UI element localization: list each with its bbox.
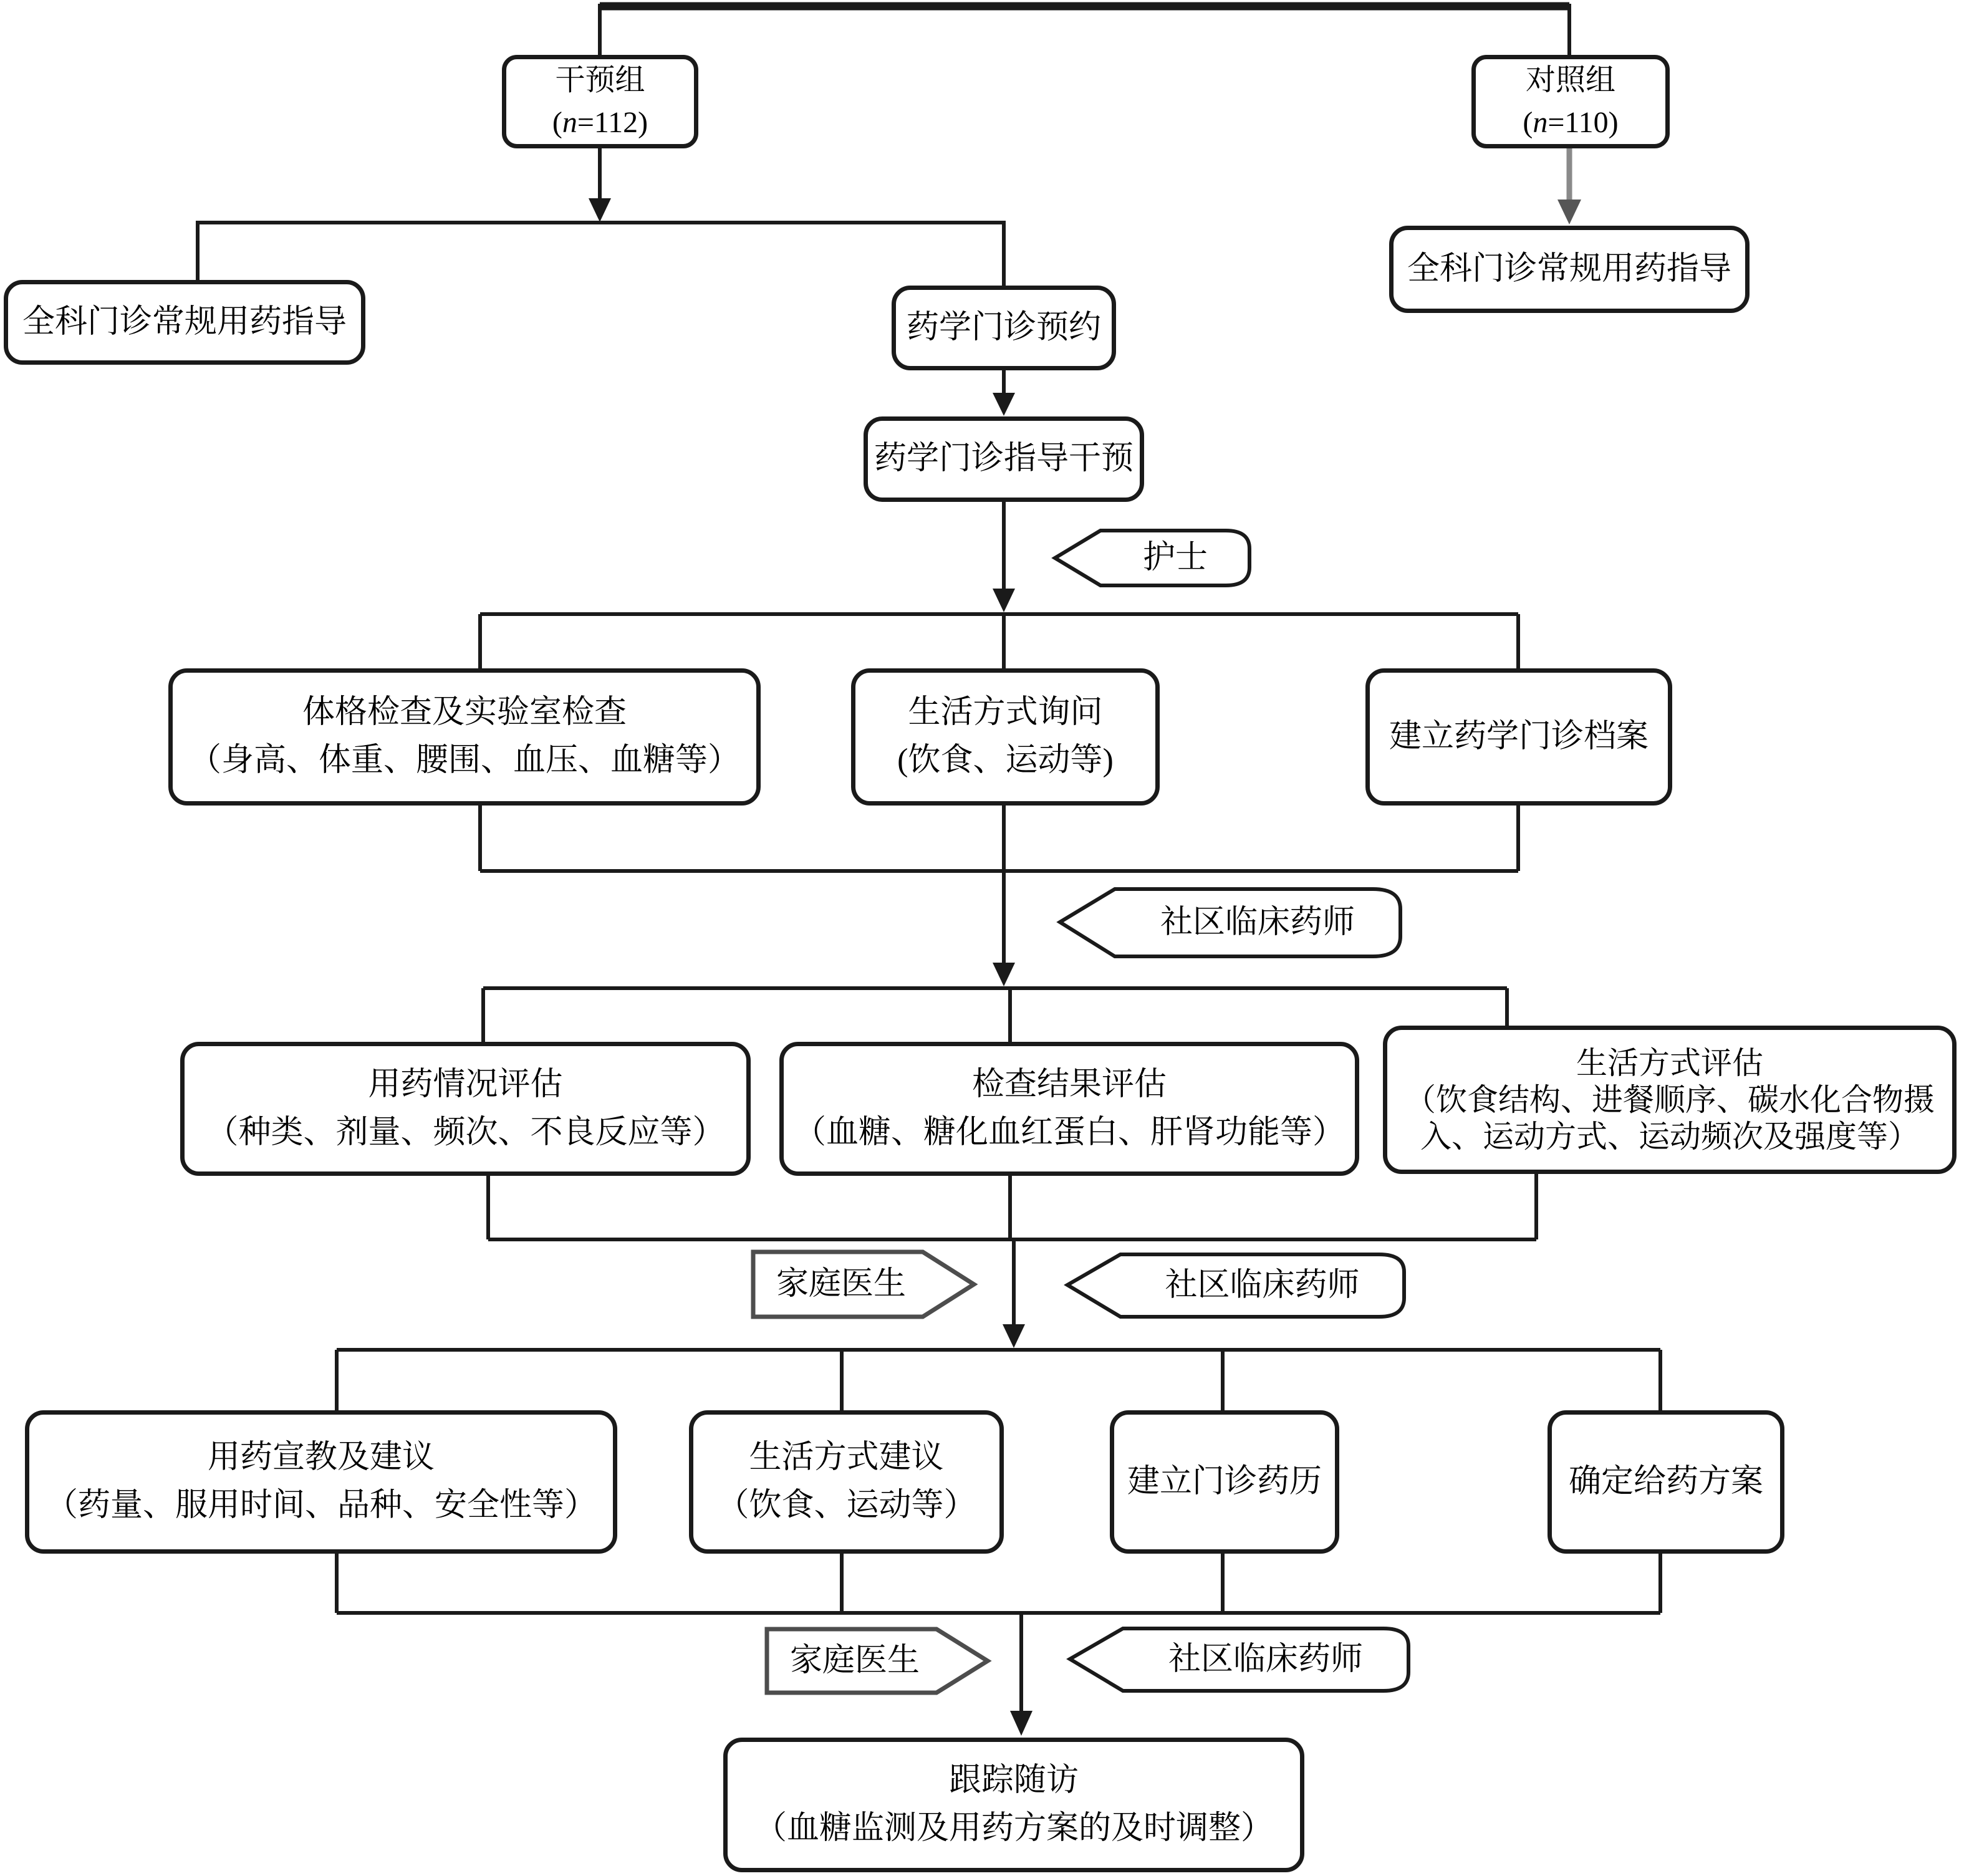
node-follow-up	[723, 1738, 1304, 1872]
count-open: (	[1523, 106, 1533, 139]
count-open: (	[552, 106, 562, 139]
arrow-intervention-head	[589, 198, 611, 222]
node-lifestyle-advice	[689, 1410, 1004, 1554]
node-pharmacy-appointment	[892, 286, 1116, 370]
arrow-intake-head	[993, 589, 1015, 612]
pharmacist-label-3: 社区临床药师	[1168, 1642, 1363, 1678]
family-doctor-label-1: 家庭医生	[776, 1266, 906, 1302]
intervention-group-title: 干预组	[555, 63, 645, 97]
count-rest: =112)	[577, 106, 648, 139]
arrow-appointment-head	[993, 393, 1015, 416]
medication-assessment-detail: （种类、剂量、频次、不良反应等）	[206, 1114, 725, 1150]
physical-lab-exam-detail: （身高、体重、腰围、血压、血糖等）	[188, 743, 740, 778]
intake-bottom-stubs	[480, 804, 1518, 871]
create-outpatient-record-title: 建立门诊药历	[1127, 1463, 1322, 1499]
lifestyle-inquiry-detail: (饮食、运动等)	[897, 743, 1114, 778]
exam-result-assessment-detail: （血糖、糖化血红蛋白、肝肾功能等）	[793, 1114, 1345, 1150]
determine-regimen-title: 确定给药方案	[1568, 1463, 1763, 1499]
count-var: n	[562, 106, 577, 139]
node-control-group	[1471, 55, 1670, 148]
plan-top-drops	[337, 1350, 1660, 1410]
node-exam-result-assessment	[779, 1042, 1359, 1176]
pharmacy-intervention-title: 药学门诊指导干预	[874, 441, 1134, 477]
lifestyle-advice-title: 生活方式建议	[749, 1440, 944, 1476]
count-rest: =110)	[1548, 106, 1619, 139]
node-intervention-group	[502, 55, 698, 148]
gp-guidance-left-title: 全科门诊常规用药指导	[22, 304, 347, 340]
pharmacist-label-2: 社区临床药师	[1165, 1268, 1360, 1304]
node-gp-guidance-right	[1389, 226, 1750, 313]
arrow-control-head-gray	[1557, 200, 1581, 224]
pharmacist-label-1: 社区临床药师	[1160, 905, 1355, 941]
control-group-count	[1476, 102, 1665, 144]
node-medication-assessment	[180, 1042, 751, 1176]
follow-up-title: 跟踪随访	[948, 1763, 1079, 1799]
follow-up-detail: （血糖监测及用药方案的及时调整）	[754, 1811, 1273, 1846]
arrow-followup-head	[1010, 1711, 1033, 1736]
physical-lab-exam-title: 体格检查及实验室检查	[302, 695, 627, 731]
assessment-top-drops	[483, 988, 1507, 1042]
branch-split-line	[198, 223, 1004, 286]
node-lifestyle-inquiry	[851, 668, 1160, 806]
intervention-group-count	[506, 102, 694, 144]
create-pharmacy-archive-title: 建立药学门诊档案	[1389, 718, 1649, 754]
node-physical-lab-exam	[168, 668, 761, 806]
family-doctor-label-2: 家庭医生	[789, 1643, 920, 1679]
node-determine-regimen	[1548, 1410, 1784, 1554]
nurse-label: 护士	[1142, 540, 1208, 576]
arrow-plan-head	[1003, 1324, 1025, 1348]
lifestyle-advice-detail: （饮食、运动等）	[716, 1488, 976, 1523]
lifestyle-assessment-detail: （饮食结构、进餐顺序、碳水化合物摄入、运动方式、运动频次及强度等）	[1405, 1082, 1935, 1154]
pharmacy-appointment-title: 药学门诊预约	[906, 309, 1101, 345]
node-lifestyle-assessment	[1383, 1026, 1957, 1174]
medication-education-title: 用药宣教及建议	[207, 1440, 435, 1476]
top-split-verticals	[600, 4, 1569, 55]
plan-bottom-stubs	[337, 1552, 1660, 1613]
gp-guidance-right-title: 全科门诊常规用药指导	[1407, 251, 1731, 287]
intake-top-drops	[480, 614, 1518, 668]
arrow-assessment-head	[993, 963, 1015, 986]
lifestyle-assessment-title: 生活方式评估	[1576, 1045, 1763, 1080]
node-medication-education	[25, 1410, 617, 1554]
node-create-outpatient-record	[1110, 1410, 1339, 1554]
node-gp-guidance-left	[4, 280, 365, 365]
count-var: n	[1533, 106, 1548, 139]
node-create-pharmacy-archive	[1365, 668, 1672, 806]
medication-education-detail: （药量、服用时间、品种、安全性等）	[45, 1488, 597, 1523]
lifestyle-inquiry-title: 生活方式询问	[908, 695, 1103, 731]
assessment-bottom-stubs	[488, 1173, 1536, 1239]
node-pharmacy-intervention	[864, 416, 1144, 502]
exam-result-assessment-title: 检查结果评估	[971, 1066, 1167, 1102]
control-group-title: 对照组	[1525, 63, 1615, 97]
medication-assessment-title: 用药情况评估	[368, 1066, 563, 1102]
